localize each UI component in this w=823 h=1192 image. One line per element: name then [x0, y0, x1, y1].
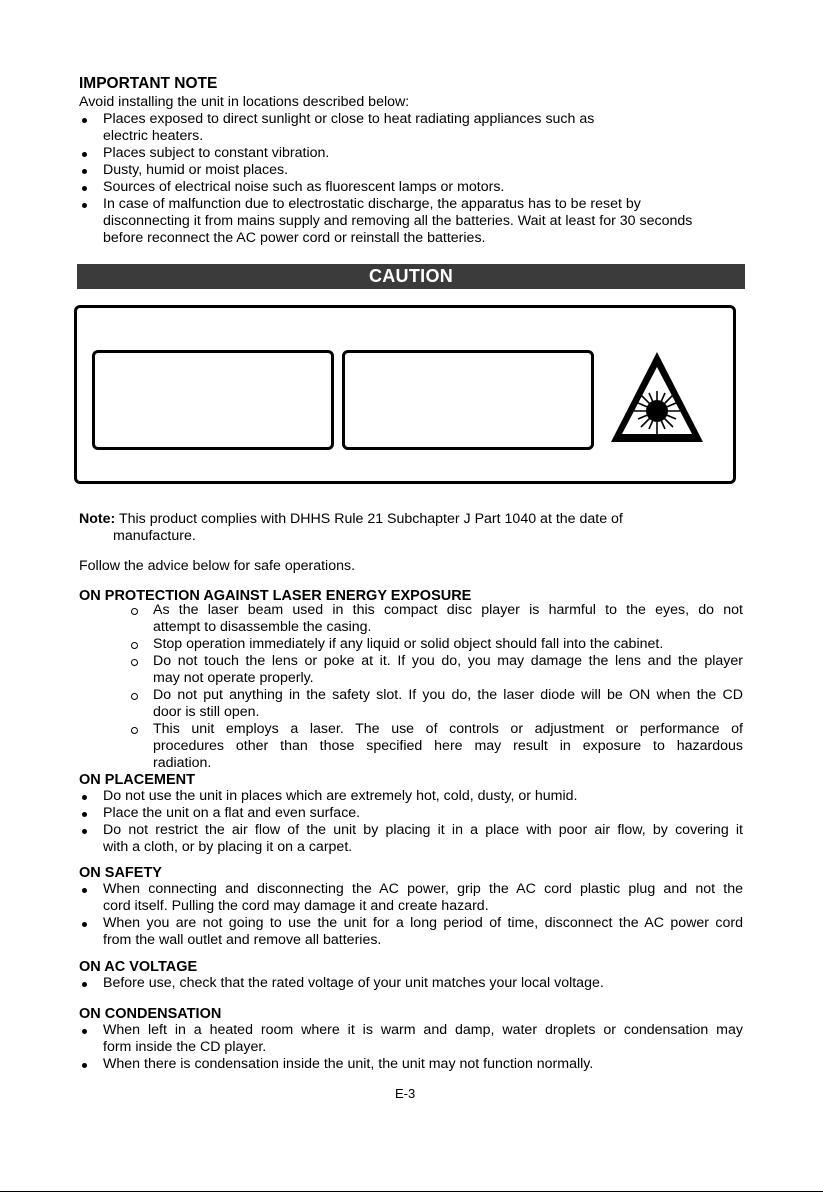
bullet-icon — [82, 169, 87, 174]
list-item-continuation: procedures other than those specified here may result in exposure to hazardous — [153, 738, 743, 754]
list-item: Places exposed to direct sunlight or close to heat radiating appliances such as — [103, 111, 595, 127]
bullet-icon — [82, 982, 87, 987]
section-heading: ON PLACEMENT — [79, 772, 195, 788]
list-item-continuation: disconnecting it from mains supply and removing all the batteries. Wait at least for 30 seconds — [103, 213, 693, 229]
list-item: When connecting and disconnecting the AC power, grip the AC cord plastic plug and not the — [103, 881, 743, 897]
bullet-icon — [82, 203, 87, 208]
section-heading: ON CONDENSATION — [79, 1006, 222, 1022]
circle-bullet-icon — [131, 642, 138, 649]
list-item-continuation: before reconnect the AC power cord or reinstall the batteries. — [103, 230, 486, 246]
circle-bullet-icon — [131, 727, 138, 734]
list-item: Before use, check that the rated voltage of your unit matches your local voltage. — [103, 975, 604, 991]
list-item: When you are not going to use the unit for a long period of time, disconnect the AC power cord — [103, 915, 743, 931]
list-item: This unit employs a laser. The use of controls or adjustment or performance of — [153, 721, 743, 737]
bullet-icon — [82, 152, 87, 157]
bullet-icon — [82, 1029, 87, 1034]
list-item: Do not restrict the air flow of the unit by placing it in a place with poor air flow, by covering it — [103, 822, 743, 838]
advice-text: Follow the advice below for safe operations. — [79, 558, 356, 574]
circle-bullet-icon — [131, 693, 138, 700]
page-number: E-3 — [395, 1086, 416, 1101]
caution-label-box-left — [92, 350, 334, 450]
bullet-icon — [82, 829, 87, 834]
list-item: Do not put anything in the safety slot. If you do, the laser diode will be ON when the CD — [153, 687, 743, 703]
list-item: Stop operation immediately if any liquid or solid object should fall into the cabinet. — [153, 636, 664, 652]
list-item: When left in a heated room where it is warm and damp, water droplets or condensation may — [103, 1022, 743, 1038]
list-item-continuation: from the wall outlet and remove all batteries. — [103, 932, 382, 948]
list-item: When there is condensation inside the unit, the unit may not function normally. — [103, 1056, 594, 1072]
caution-banner: CAUTION — [77, 264, 745, 289]
important-note-heading: IMPORTANT NOTE — [79, 75, 218, 92]
section-heading: ON SAFETY — [79, 865, 162, 881]
bullet-icon — [82, 922, 87, 927]
circle-bullet-icon — [131, 608, 138, 615]
note-label: Note: — [79, 511, 116, 527]
note-text-continuation: manufacture. — [113, 528, 196, 544]
list-item: Do not use the unit in places which are extremely hot, cold, dusty, or humid. — [103, 788, 578, 804]
list-item: Place the unit on a flat and even surface. — [103, 805, 361, 821]
caution-label-frame — [74, 305, 736, 484]
list-item-continuation: may not operate properly. — [153, 670, 314, 686]
list-item: As the laser beam used in this compact disc player is harmful to the eyes, do not — [153, 602, 743, 618]
circle-bullet-icon — [131, 659, 138, 666]
laser-warning-icon — [607, 348, 707, 446]
list-item-continuation: form inside the CD player. — [103, 1039, 267, 1055]
bullet-icon — [82, 118, 87, 123]
section-heading: ON PROTECTION AGAINST LASER ENERGY EXPOSURE — [79, 588, 472, 604]
list-item-continuation: attempt to disassemble the casing. — [153, 619, 372, 635]
note-text: This product complies with DHHS Rule 21 Subchapter J Part 1040 at the date of — [118, 511, 623, 527]
bullet-icon — [82, 795, 87, 800]
list-item: Do not touch the lens or poke at it. If you do, you may damage the lens and the player — [153, 653, 743, 669]
list-item: Dusty, humid or moist places. — [103, 162, 289, 178]
bullet-icon — [82, 186, 87, 191]
caution-label-box-right — [342, 350, 594, 450]
list-item: Sources of electrical noise such as fluorescent lamps or motors. — [103, 179, 505, 195]
list-item-continuation: cord itself. Pulling the cord may damage it and create hazard. — [103, 898, 489, 914]
list-item-continuation: with a cloth, or by placing it on a carpet. — [103, 839, 353, 855]
list-item: In case of malfunction due to electrostatic discharge, the apparatus has to be reset by — [103, 196, 641, 212]
list-item-continuation: door is still open. — [153, 704, 260, 720]
bullet-icon — [82, 812, 87, 817]
bullet-icon — [82, 888, 87, 893]
list-item-continuation: electric heaters. — [103, 128, 204, 144]
bullet-icon — [82, 1063, 87, 1068]
list-item: Places subject to constant vibration. — [103, 145, 330, 161]
important-note-intro: Avoid installing the unit in locations described below: — [79, 94, 410, 110]
list-item-continuation: radiation. — [153, 755, 212, 771]
section-heading: ON AC VOLTAGE — [79, 959, 198, 975]
